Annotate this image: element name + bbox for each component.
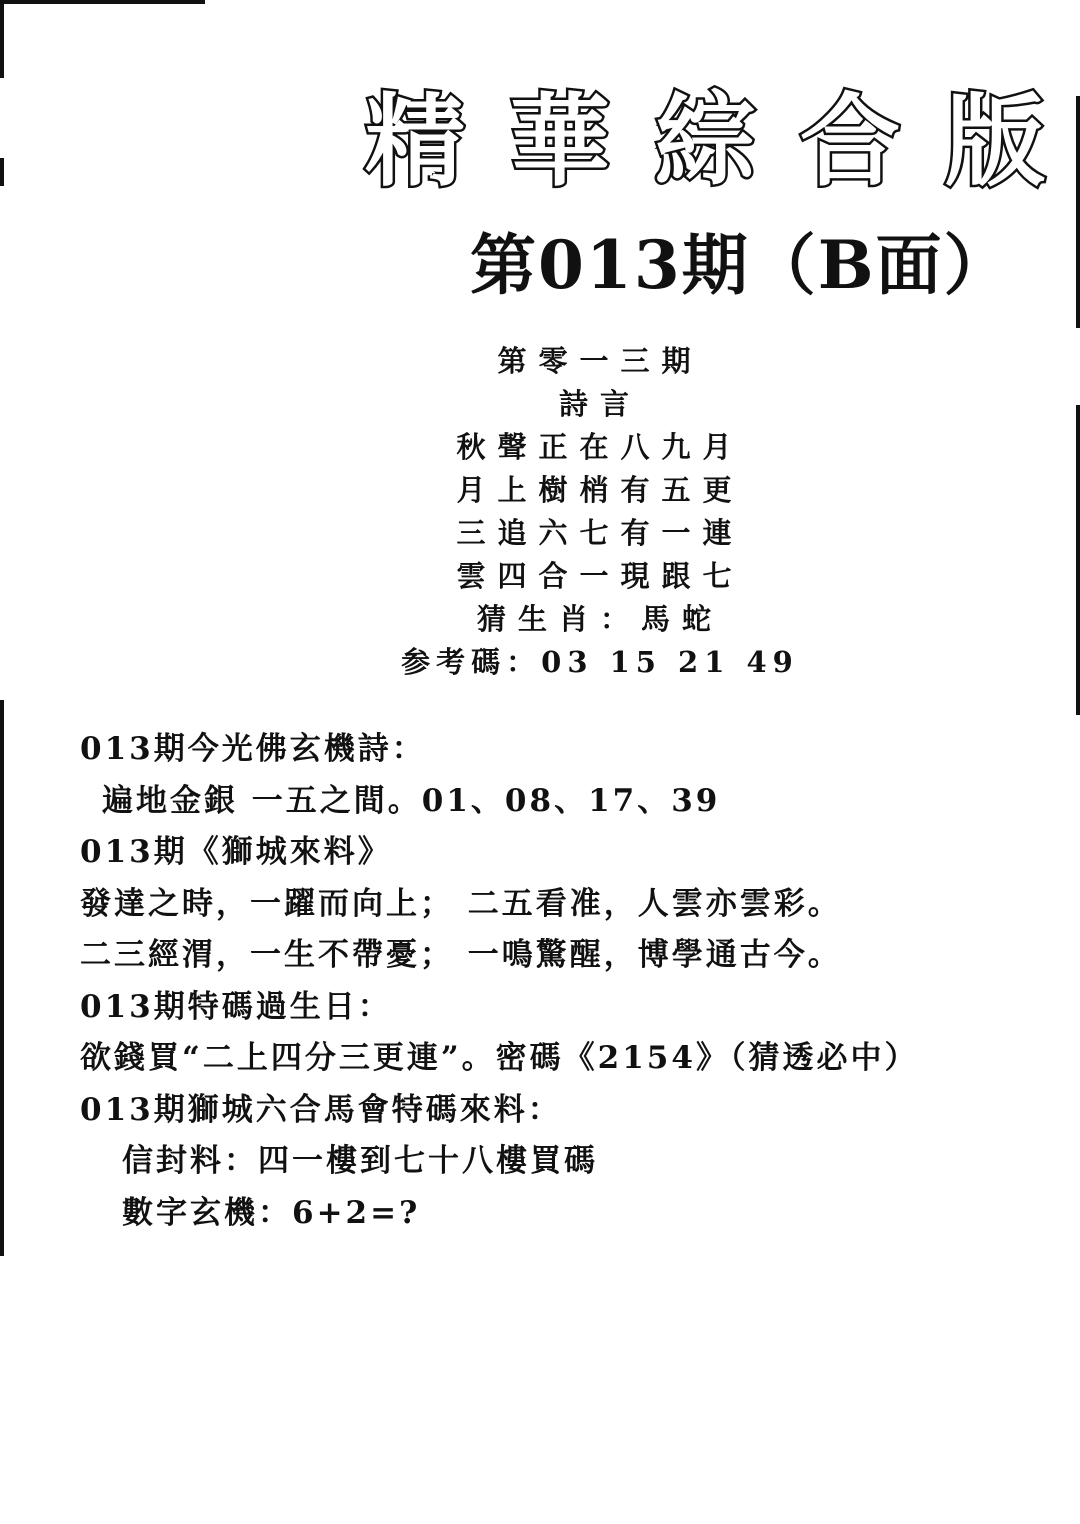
body-line: 信封料：四一樓到七十八樓買碼: [122, 1143, 598, 1179]
poem-line: 雲四合一現跟七: [456, 559, 744, 593]
body-text: [80, 724, 1060, 1239]
scan-edge-left: [0, 0, 4, 78]
body-line: 二三經渭，一生不帶憂； 一鳴驚醒，博學通古今。: [80, 937, 842, 973]
zodiac-guess: 猜生肖：馬蛇: [476, 602, 723, 636]
title-char: 綜: [655, 83, 755, 200]
body-line: 發達之時，一躍而向上； 二五看准，人雲亦雲彩。: [80, 885, 842, 922]
body-line: 數字玄機：6+2=?: [122, 1194, 421, 1231]
reference-codes: 参考碼：03 15 21 49: [401, 645, 799, 679]
issue-number: 第013期（B面）: [470, 226, 1012, 304]
scan-edge-top: [0, 0, 205, 4]
poem-issue-label: 第零一三期: [497, 344, 703, 378]
scan-edge-left: [0, 700, 4, 1256]
body-line: 013期特碼過生日：: [80, 988, 392, 1025]
poem-line: 三追六七有一連: [456, 516, 744, 550]
scan-edge-right: [1076, 405, 1080, 715]
body-line: 013期今光佛玄機詩：: [80, 731, 426, 767]
poem-line: 月上樹梢有五更: [456, 473, 744, 507]
page-title: [365, 82, 1045, 202]
blank-area: [0, 1256, 1080, 1524]
scan-edge-right: [1076, 96, 1080, 328]
title-char: 華: [510, 83, 610, 200]
poem-line: 秋聲正在八九月: [456, 430, 744, 464]
body-line: 欲錢買“二上四分三更連”。密碼《2154》（猜透必中）: [80, 1040, 919, 1076]
title-char: 精: [365, 83, 465, 200]
scan-edge-left: [0, 158, 4, 186]
poem-block: [380, 340, 820, 684]
title-char: 版: [945, 83, 1045, 200]
body-line: 遍地金銀 一五之間。01、08、17、39: [102, 782, 721, 819]
body-line: 013期獅城六合馬會特碼來料：: [80, 1091, 562, 1128]
poem-heading: 詩言: [558, 387, 641, 421]
title-char: 合: [800, 83, 900, 200]
body-line: 013期《獅城來料》: [80, 834, 392, 870]
